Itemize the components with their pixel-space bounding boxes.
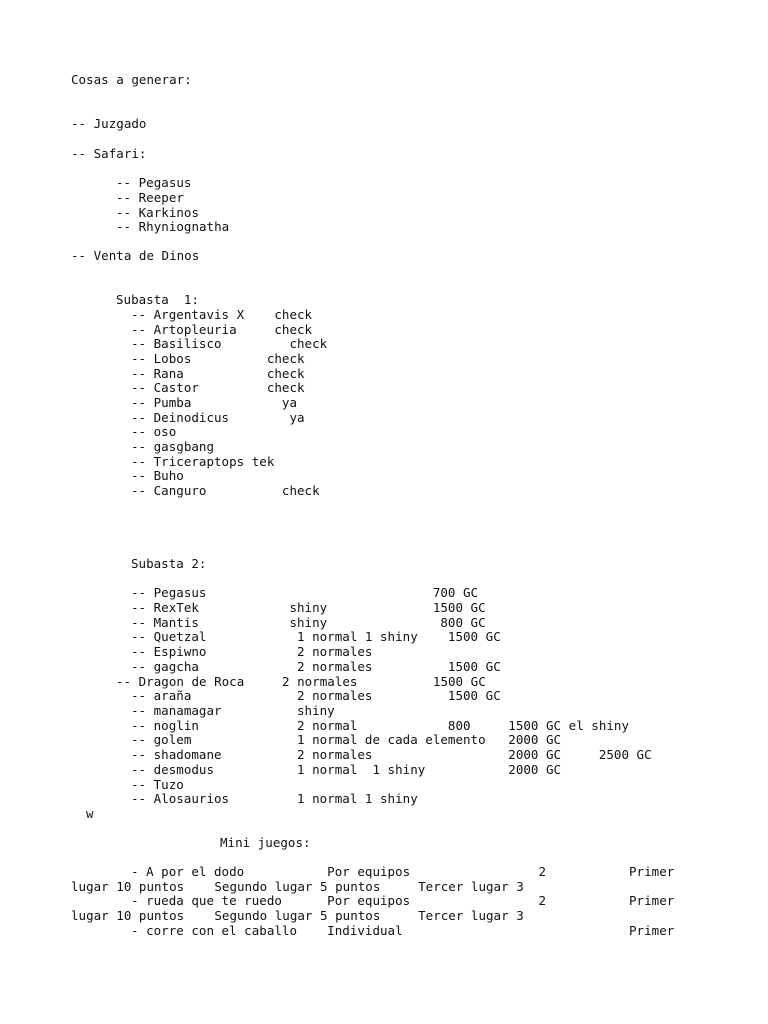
minijuego-line: lugar 10 puntos Segundo lugar 5 puntos Tercer lugar 3 — [71, 879, 524, 894]
list-item-juzgado: -- Juzgado — [71, 116, 147, 131]
subasta1-item: -- gasgbang — [131, 439, 215, 454]
subasta2-item: -- Quetzal 1 normal 1 shiny 1500 GC — [131, 629, 501, 644]
subasta2-item: -- shadomane 2 normales 2000 GC 2500 GC — [131, 747, 652, 762]
subasta1-item: -- Basilisco check — [131, 336, 328, 351]
subasta1-item: -- Deinodicus ya — [131, 410, 305, 425]
subasta2-item: -- Alosaurios 1 normal 1 shiny — [131, 791, 418, 806]
subasta1-item: -- Triceraptops tek — [131, 454, 275, 469]
safari-item: -- Reeper — [116, 190, 184, 205]
stray-character: w — [86, 806, 94, 821]
subasta2-item: -- gagcha 2 normales 1500 GC — [131, 659, 501, 674]
minijuego-line: lugar 10 puntos Segundo lugar 5 puntos Tercer lugar 3 — [71, 908, 524, 923]
subasta1-heading: Subasta 1: — [116, 292, 200, 307]
subasta1-item: -- Argentavis X check — [131, 307, 313, 322]
subasta2-item: -- golem 1 normal de cada elemento 2000 GC — [131, 732, 562, 747]
subasta1-item: -- Castor check — [131, 380, 305, 395]
subasta2-item: -- RexTek shiny 1500 GC — [131, 600, 486, 615]
safari-item: -- Rhyniognatha — [116, 219, 230, 234]
minijuego-line: - corre con el caballo Individual Primer — [131, 923, 675, 938]
subasta1-item: -- oso — [131, 424, 177, 439]
minijuego-line: - rueda que te ruedo Por equipos 2 Primer — [131, 893, 675, 908]
subasta2-item: -- Tuzo — [131, 777, 184, 792]
subasta2-item: -- Pegasus 700 GC — [131, 585, 479, 600]
safari-item: -- Pegasus — [116, 175, 192, 190]
list-item-venta-de-dinos: -- Venta de Dinos — [71, 248, 200, 263]
subasta2-item: -- Dragon de Roca 2 normales 1500 GC — [116, 674, 486, 689]
subasta2-item: -- Espiwno 2 normales — [131, 644, 373, 659]
document-title: Cosas a generar: — [71, 72, 192, 87]
safari-item: -- Karkinos — [116, 205, 200, 220]
minijuego-line: - A por el dodo Por equipos 2 Primer — [131, 864, 675, 879]
subasta1-item: -- Lobos check — [131, 351, 305, 366]
minijuegos-heading: Mini juegos: — [220, 835, 311, 850]
subasta1-item: -- Rana check — [131, 366, 305, 381]
subasta2-item: -- Mantis shiny 800 GC — [131, 615, 486, 630]
subasta2-item: -- noglin 2 normal 800 1500 GC el shiny — [131, 718, 630, 733]
subasta1-item: -- Canguro check — [131, 483, 320, 498]
subasta2-heading: Subasta 2: — [131, 556, 207, 571]
subasta2-item: -- desmodus 1 normal 1 shiny 2000 GC — [131, 762, 562, 777]
subasta2-item: -- araña 2 normales 1500 GC — [131, 688, 501, 703]
subasta1-item: -- Pumba ya — [131, 395, 298, 410]
subasta2-item: -- manamagar shiny — [131, 703, 335, 718]
subasta1-item: -- Artopleuria check — [131, 322, 313, 337]
subasta1-item: -- Buho — [131, 468, 184, 483]
list-item-safari: -- Safari: — [71, 146, 147, 161]
